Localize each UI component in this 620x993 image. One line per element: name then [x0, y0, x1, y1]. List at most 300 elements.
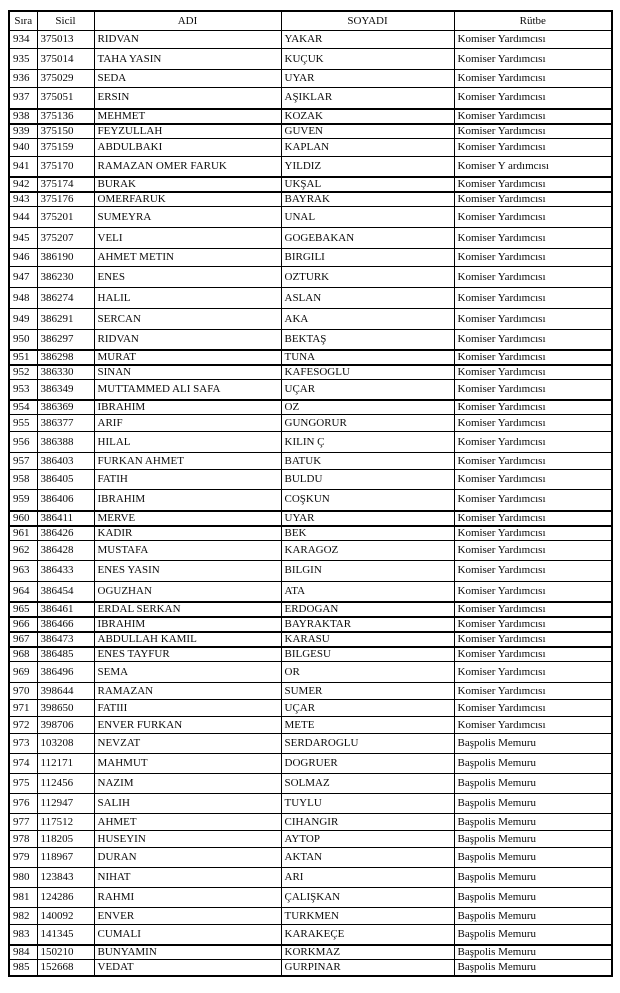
table-row	[9, 908, 612, 925]
cell-adi: ENES	[94, 267, 281, 288]
table-row	[9, 560, 612, 581]
cell-rutbe: Komiser Yardımcısı	[454, 581, 612, 602]
cell-adi: MERVE	[94, 511, 281, 526]
table-row	[9, 888, 612, 908]
table-row	[9, 868, 612, 888]
table-row	[9, 831, 612, 848]
cell-adi: SINAN	[94, 365, 281, 380]
cell-adi: DURAN	[94, 848, 281, 868]
table-row	[9, 379, 612, 400]
cell-soyadi: KARASU	[281, 632, 454, 647]
col-header-soyadi: SOYADI	[281, 11, 454, 31]
cell-rutbe: Komiser Yardımcısı	[454, 647, 612, 662]
cell-rutbe: Başpolis Memuru	[454, 814, 612, 831]
cell-sicil: 386388	[37, 432, 94, 453]
cell-sicil: 386426	[37, 526, 94, 541]
cell-rutbe: Komiser Yardımcısı	[454, 453, 612, 470]
cell-adi: MAHMUT	[94, 754, 281, 774]
cell-sicil: 117512	[37, 814, 94, 831]
cell-soyadi: UNAL	[281, 207, 454, 228]
cell-adi: MEHMET	[94, 109, 281, 124]
cell-soyadi: BATUK	[281, 453, 454, 470]
col-header-adi: ADI	[94, 11, 281, 31]
cell-adi: VEDAT	[94, 959, 281, 976]
cell-sira: 946	[9, 249, 37, 267]
cell-rutbe: Komiser Y ardımcısı	[454, 156, 612, 177]
cell-sira: 936	[9, 70, 37, 88]
cell-adi: ABDULLAH KAMIL	[94, 632, 281, 647]
cell-rutbe: Komiser Yardımcısı	[454, 192, 612, 207]
cell-rutbe: Başpolis Memuru	[454, 959, 612, 976]
cell-sira: 961	[9, 526, 37, 541]
cell-soyadi: AYTOP	[281, 831, 454, 848]
cell-sira: 947	[9, 267, 37, 288]
cell-adi: HALIL	[94, 288, 281, 309]
cell-rutbe: Komiser Yardımcısı	[454, 560, 612, 581]
cell-sicil: 386330	[37, 365, 94, 380]
cell-sira: 957	[9, 453, 37, 470]
table-row	[9, 156, 612, 177]
cell-soyadi: TUYLU	[281, 794, 454, 814]
cell-sicil: 386496	[37, 662, 94, 683]
cell-soyadi: YILDIZ	[281, 156, 454, 177]
cell-rutbe: Komiser Yardımcısı	[454, 683, 612, 700]
table-row	[9, 662, 612, 683]
cell-soyadi: SERDAROGLU	[281, 734, 454, 754]
cell-soyadi: KUÇUK	[281, 49, 454, 70]
cell-rutbe: Komiser Yardımcısı	[454, 470, 612, 490]
cell-sira: 980	[9, 868, 37, 888]
cell-soyadi: UÇAR	[281, 700, 454, 717]
table-row	[9, 138, 612, 156]
cell-sira: 955	[9, 415, 37, 432]
table-row	[9, 526, 612, 541]
cell-soyadi: UYAR	[281, 70, 454, 88]
table-row	[9, 228, 612, 249]
cell-soyadi: AKA	[281, 309, 454, 330]
cell-sicil: 375029	[37, 70, 94, 88]
cell-adi: ABDULBAKI	[94, 138, 281, 156]
cell-sira: 943	[9, 192, 37, 207]
table-row	[9, 717, 612, 734]
cell-sicil: 386411	[37, 511, 94, 526]
cell-rutbe: Komiser Yardımcısı	[454, 365, 612, 380]
cell-sicil: 375170	[37, 156, 94, 177]
cell-adi: NEVZAT	[94, 734, 281, 754]
cell-sira: 964	[9, 581, 37, 602]
cell-adi: MUTTAMMED ALI SAFA	[94, 379, 281, 400]
cell-sicil: 386454	[37, 581, 94, 602]
table-row	[9, 511, 612, 526]
cell-soyadi: OZTURK	[281, 267, 454, 288]
cell-sira: 966	[9, 617, 37, 632]
cell-soyadi: GUVEN	[281, 124, 454, 139]
cell-sira: 940	[9, 138, 37, 156]
cell-soyadi: ATA	[281, 581, 454, 602]
cell-rutbe: Komiser Yardımcısı	[454, 617, 612, 632]
cell-sira: 981	[9, 888, 37, 908]
cell-sicil: 375014	[37, 49, 94, 70]
cell-soyadi: TURKMEN	[281, 908, 454, 925]
cell-sicil: 386403	[37, 453, 94, 470]
cell-rutbe: Komiser Yardımcısı	[454, 511, 612, 526]
cell-adi: NIHAT	[94, 868, 281, 888]
table-row	[9, 453, 612, 470]
cell-soyadi: UKŞAL	[281, 177, 454, 192]
cell-sira: 977	[9, 814, 37, 831]
cell-rutbe: Komiser Yardımcısı	[454, 249, 612, 267]
cell-adi: ENES YASIN	[94, 560, 281, 581]
cell-adi: MUSTAFA	[94, 540, 281, 560]
cell-adi: IBRAHIM	[94, 617, 281, 632]
cell-sira: 984	[9, 945, 37, 960]
cell-soyadi: KAFESOGLU	[281, 365, 454, 380]
cell-sira: 960	[9, 511, 37, 526]
cell-sicil: 386466	[37, 617, 94, 632]
table-row	[9, 432, 612, 453]
table-row	[9, 754, 612, 774]
cell-sicil: 375150	[37, 124, 94, 139]
cell-sira: 945	[9, 228, 37, 249]
table-row	[9, 124, 612, 139]
cell-rutbe: Komiser Yardımcısı	[454, 267, 612, 288]
cell-sira: 958	[9, 470, 37, 490]
cell-rutbe: Komiser Yardımcısı	[454, 526, 612, 541]
cell-rutbe: Komiser Yardımcısı	[454, 602, 612, 617]
cell-rutbe: Başpolis Memuru	[454, 908, 612, 925]
cell-sira: 950	[9, 330, 37, 350]
cell-soyadi: KAPLAN	[281, 138, 454, 156]
cell-adi: IBRAHIM	[94, 400, 281, 415]
cell-soyadi: OR	[281, 662, 454, 683]
cell-soyadi: UYAR	[281, 511, 454, 526]
cell-sira: 952	[9, 365, 37, 380]
cell-adi: RIDVAN	[94, 330, 281, 350]
cell-adi: OGUZHAN	[94, 581, 281, 602]
cell-soyadi: KORKMAZ	[281, 945, 454, 960]
table-row	[9, 31, 612, 49]
cell-sira: 970	[9, 683, 37, 700]
cell-soyadi: GOGEBAKAN	[281, 228, 454, 249]
cell-sicil: 152668	[37, 959, 94, 976]
cell-rutbe: Başpolis Memuru	[454, 868, 612, 888]
cell-adi: TAHA YASIN	[94, 49, 281, 70]
personnel-table	[8, 10, 613, 977]
cell-rutbe: Başpolis Memuru	[454, 831, 612, 848]
cell-sicil: 141345	[37, 925, 94, 945]
cell-sicil: 386405	[37, 470, 94, 490]
cell-sira: 967	[9, 632, 37, 647]
cell-rutbe: Komiser Yardımcısı	[454, 109, 612, 124]
cell-rutbe: Komiser Yardımcısı	[454, 490, 612, 511]
cell-sira: 979	[9, 848, 37, 868]
cell-rutbe: Komiser Yardımcısı	[454, 309, 612, 330]
cell-adi: ENVER FURKAN	[94, 717, 281, 734]
cell-adi: SUMEYRA	[94, 207, 281, 228]
table-row	[9, 581, 612, 602]
table-row	[9, 794, 612, 814]
cell-sira: 971	[9, 700, 37, 717]
table-row	[9, 415, 612, 432]
cell-sira: 951	[9, 350, 37, 365]
cell-soyadi: KOZAK	[281, 109, 454, 124]
cell-sicil: 124286	[37, 888, 94, 908]
cell-sicil: 386406	[37, 490, 94, 511]
cell-sicil: 386369	[37, 400, 94, 415]
cell-sira: 965	[9, 602, 37, 617]
cell-sira: 948	[9, 288, 37, 309]
cell-sira: 939	[9, 124, 37, 139]
cell-soyadi: ÇALIŞKAN	[281, 888, 454, 908]
cell-adi: BUNYAMIN	[94, 945, 281, 960]
cell-sicil: 386230	[37, 267, 94, 288]
cell-sira: 934	[9, 31, 37, 49]
cell-sira: 975	[9, 774, 37, 794]
cell-adi: OMERFARUK	[94, 192, 281, 207]
cell-soyadi: BULDU	[281, 470, 454, 490]
cell-adi: RAMAZAN OMER FARUK	[94, 156, 281, 177]
cell-soyadi: BAYRAK	[281, 192, 454, 207]
cell-soyadi: BIRGILI	[281, 249, 454, 267]
cell-sicil: 118967	[37, 848, 94, 868]
cell-adi: AHMET	[94, 814, 281, 831]
table-row	[9, 959, 612, 976]
cell-sira: 963	[9, 560, 37, 581]
cell-rutbe: Komiser Yardımcısı	[454, 540, 612, 560]
cell-adi: SALIH	[94, 794, 281, 814]
cell-sicil: 386297	[37, 330, 94, 350]
cell-rutbe: Başpolis Memuru	[454, 734, 612, 754]
cell-soyadi: ERDOGAN	[281, 602, 454, 617]
cell-sicil: 386291	[37, 309, 94, 330]
cell-rutbe: Başpolis Memuru	[454, 794, 612, 814]
cell-adi: ERSIN	[94, 88, 281, 109]
cell-sicil: 386274	[37, 288, 94, 309]
cell-sicil: 112456	[37, 774, 94, 794]
cell-adi: MURAT	[94, 350, 281, 365]
table-row	[9, 330, 612, 350]
cell-rutbe: Komiser Yardımcısı	[454, 632, 612, 647]
cell-sicil: 386461	[37, 602, 94, 617]
cell-sicil: 398650	[37, 700, 94, 717]
cell-sira: 954	[9, 400, 37, 415]
cell-sira: 941	[9, 156, 37, 177]
cell-rutbe: Komiser Yardımcısı	[454, 70, 612, 88]
cell-soyadi: OZ	[281, 400, 454, 415]
cell-soyadi: DOGRUER	[281, 754, 454, 774]
table-row	[9, 647, 612, 662]
cell-sicil: 375174	[37, 177, 94, 192]
cell-rutbe: Komiser Yardımcısı	[454, 400, 612, 415]
col-header-rutbe: Rütbe	[454, 11, 612, 31]
table-row	[9, 540, 612, 560]
cell-soyadi: CIHANGIR	[281, 814, 454, 831]
cell-adi: ARIF	[94, 415, 281, 432]
cell-soyadi: SUMER	[281, 683, 454, 700]
cell-sira: 969	[9, 662, 37, 683]
table-row	[9, 207, 612, 228]
cell-adi: FATIH	[94, 470, 281, 490]
table-row	[9, 632, 612, 647]
cell-soyadi: AKTAN	[281, 848, 454, 868]
cell-sicil: 112947	[37, 794, 94, 814]
cell-adi: RAHMI	[94, 888, 281, 908]
cell-sicil: 103208	[37, 734, 94, 754]
cell-sicil: 118205	[37, 831, 94, 848]
table-row	[9, 945, 612, 960]
cell-sira: 959	[9, 490, 37, 511]
table-row	[9, 88, 612, 109]
cell-adi: HILAL	[94, 432, 281, 453]
cell-soyadi: METE	[281, 717, 454, 734]
cell-adi: SERCAN	[94, 309, 281, 330]
cell-sicil: 112171	[37, 754, 94, 774]
cell-sicil: 386349	[37, 379, 94, 400]
cell-sicil: 375176	[37, 192, 94, 207]
cell-sira: 983	[9, 925, 37, 945]
table-body	[9, 31, 612, 977]
cell-rutbe: Komiser Yardımcısı	[454, 350, 612, 365]
cell-rutbe: Komiser Yardımcısı	[454, 228, 612, 249]
cell-soyadi: KARAGOZ	[281, 540, 454, 560]
cell-sicil: 375207	[37, 228, 94, 249]
cell-soyadi: SOLMAZ	[281, 774, 454, 794]
cell-soyadi: ARI	[281, 868, 454, 888]
cell-soyadi: UÇAR	[281, 379, 454, 400]
cell-soyadi: TUNA	[281, 350, 454, 365]
cell-rutbe: Komiser Yardımcısı	[454, 662, 612, 683]
cell-soyadi: BILGESU	[281, 647, 454, 662]
cell-adi: SEMA	[94, 662, 281, 683]
cell-rutbe: Komiser Yardımcısı	[454, 288, 612, 309]
table-row	[9, 734, 612, 754]
cell-adi: IBRAHIM	[94, 490, 281, 511]
cell-sira: 944	[9, 207, 37, 228]
table-row	[9, 602, 612, 617]
table-row	[9, 109, 612, 124]
cell-adi: BURAK	[94, 177, 281, 192]
cell-rutbe: Komiser Yardımcısı	[454, 432, 612, 453]
cell-sicil: 375051	[37, 88, 94, 109]
cell-soyadi: BAYRAKTAR	[281, 617, 454, 632]
cell-adi: VELI	[94, 228, 281, 249]
cell-rutbe: Başpolis Memuru	[454, 848, 612, 868]
cell-sicil: 386428	[37, 540, 94, 560]
table-row	[9, 365, 612, 380]
cell-rutbe: Komiser Yardımcısı	[454, 330, 612, 350]
table-row	[9, 470, 612, 490]
cell-sira: 942	[9, 177, 37, 192]
cell-sicil: 386298	[37, 350, 94, 365]
cell-sira: 937	[9, 88, 37, 109]
cell-sira: 962	[9, 540, 37, 560]
cell-soyadi: KILIN Ç	[281, 432, 454, 453]
table-row	[9, 490, 612, 511]
cell-sicil: 150210	[37, 945, 94, 960]
cell-adi: CUMALI	[94, 925, 281, 945]
cell-soyadi: ASLAN	[281, 288, 454, 309]
cell-soyadi: BEK	[281, 526, 454, 541]
table-row	[9, 49, 612, 70]
table-row	[9, 288, 612, 309]
cell-sicil: 386485	[37, 647, 94, 662]
table-row	[9, 309, 612, 330]
cell-adi: FURKAN AHMET	[94, 453, 281, 470]
cell-sicil: 398644	[37, 683, 94, 700]
cell-sicil: 375013	[37, 31, 94, 49]
cell-adi: SEDA	[94, 70, 281, 88]
table-row	[9, 350, 612, 365]
cell-sira: 949	[9, 309, 37, 330]
cell-rutbe: Komiser Yardımcısı	[454, 49, 612, 70]
cell-sicil: 375201	[37, 207, 94, 228]
cell-adi: AHMET METIN	[94, 249, 281, 267]
cell-sicil: 386473	[37, 632, 94, 647]
table-row	[9, 267, 612, 288]
cell-rutbe: Başpolis Memuru	[454, 888, 612, 908]
cell-rutbe: Komiser Yardımcısı	[454, 31, 612, 49]
table-row	[9, 177, 612, 192]
table-row	[9, 683, 612, 700]
table-row	[9, 70, 612, 88]
cell-sira: 968	[9, 647, 37, 662]
cell-sira: 973	[9, 734, 37, 754]
cell-adi: RIDVAN	[94, 31, 281, 49]
cell-rutbe: Komiser Yardımcısı	[454, 138, 612, 156]
cell-sira: 935	[9, 49, 37, 70]
cell-adi: KADIR	[94, 526, 281, 541]
cell-sicil: 398706	[37, 717, 94, 734]
cell-sicil: 386377	[37, 415, 94, 432]
table-row	[9, 192, 612, 207]
cell-adi: HUSEYIN	[94, 831, 281, 848]
table-row	[9, 814, 612, 831]
cell-adi: FEYZULLAH	[94, 124, 281, 139]
cell-rutbe: Komiser Yardımcısı	[454, 88, 612, 109]
cell-rutbe: Başpolis Memuru	[454, 945, 612, 960]
cell-rutbe: Komiser Yardımcısı	[454, 177, 612, 192]
cell-adi: ERDAL SERKAN	[94, 602, 281, 617]
cell-rutbe: Başpolis Memuru	[454, 774, 612, 794]
col-header-sira: Sıra	[9, 11, 37, 31]
cell-soyadi: KARAKEÇE	[281, 925, 454, 945]
cell-rutbe: Komiser Yardımcısı	[454, 700, 612, 717]
cell-sira: 972	[9, 717, 37, 734]
cell-rutbe: Komiser Yardımcısı	[454, 379, 612, 400]
table-row	[9, 617, 612, 632]
cell-soyadi: BILGIN	[281, 560, 454, 581]
table-row	[9, 925, 612, 945]
cell-adi: NAZIM	[94, 774, 281, 794]
table-row	[9, 700, 612, 717]
cell-sira: 982	[9, 908, 37, 925]
cell-rutbe: Komiser Yardımcısı	[454, 207, 612, 228]
cell-adi: FATIII	[94, 700, 281, 717]
cell-rutbe: Başpolis Memuru	[454, 925, 612, 945]
cell-sira: 976	[9, 794, 37, 814]
cell-sicil: 140092	[37, 908, 94, 925]
cell-soyadi: GUNGORUR	[281, 415, 454, 432]
cell-sira: 978	[9, 831, 37, 848]
cell-sira: 953	[9, 379, 37, 400]
header-row	[9, 11, 612, 31]
cell-sicil: 123843	[37, 868, 94, 888]
cell-sicil: 386433	[37, 560, 94, 581]
cell-rutbe: Başpolis Memuru	[454, 754, 612, 774]
cell-rutbe: Komiser Yardımcısı	[454, 124, 612, 139]
cell-soyadi: GURPINAR	[281, 959, 454, 976]
table-row	[9, 774, 612, 794]
